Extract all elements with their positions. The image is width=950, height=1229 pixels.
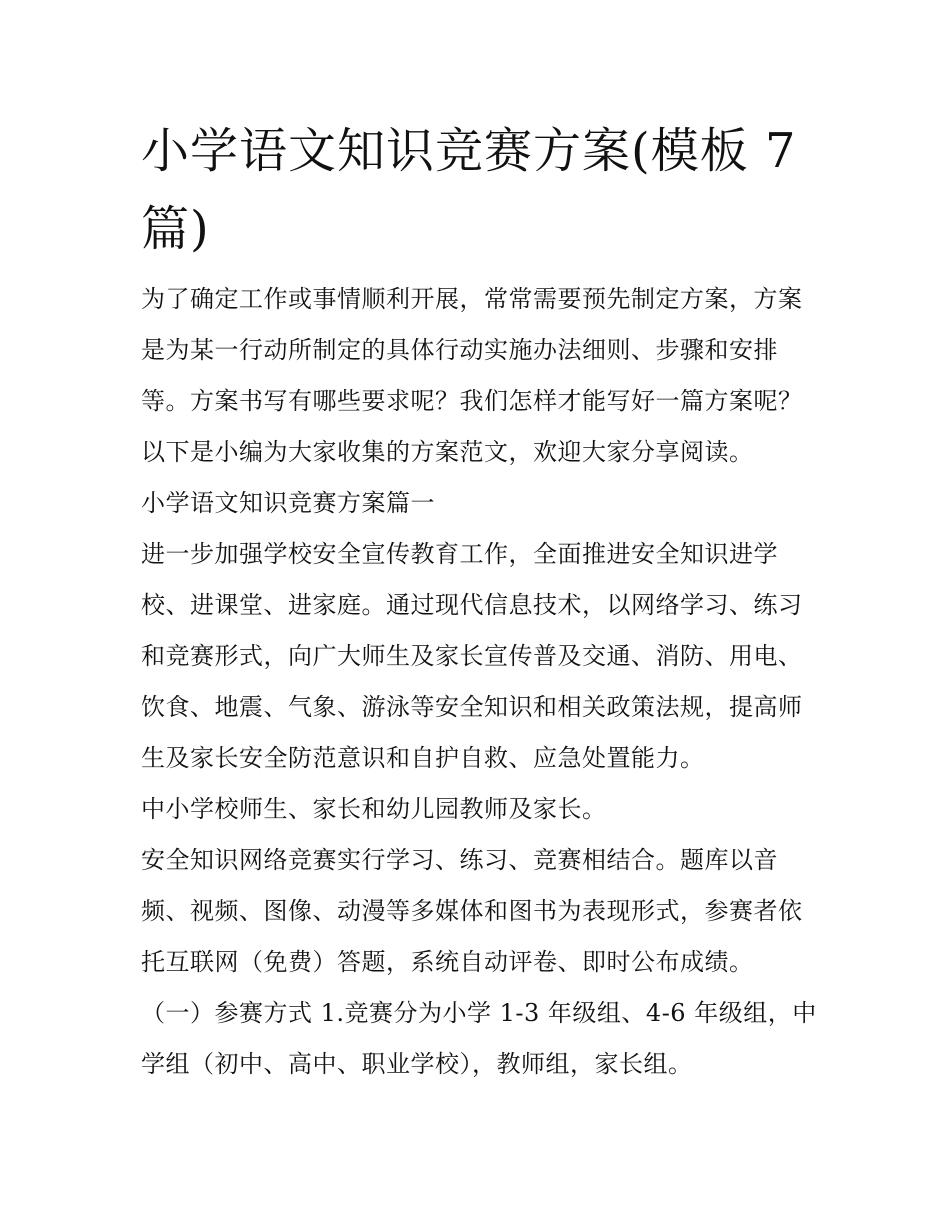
intro-paragraph: 为了确定工作或事情顺利开展，常常需要预先制定方案，方案是为某一行动所制定的具体行动实施办法细则、步骤和安排等。方案书写有哪些要求呢？我们怎样才能写好一篇方案呢？以下是小编为大家收集的方案范文，欢迎大家分享阅读。 xyxy=(141,285,803,466)
participants-paragraph: 中小学校师生、家长和幼儿园教师及家长。 xyxy=(141,795,607,823)
method-paragraph: （一）参赛方式 1.竞赛分为小学 1-3 年级组、4-6 年级组，中学组（初中、高中、职业学校），教师组，家长组。 xyxy=(141,999,817,1078)
document-body xyxy=(141,274,821,1090)
document-title: 小学语文知识竞赛方案(模板 7 篇) xyxy=(141,123,797,257)
format-paragraph: 安全知识网络竞赛实行学习、练习、竞赛相结合。题库以音频、视频、图像、动漫等多媒体和图书为表现形式，参赛者依托互联网（免费）答题，系统自动评卷、即时公布成绩。 xyxy=(141,846,803,976)
section-heading: 小学语文知识竞赛方案篇一 xyxy=(141,489,435,517)
purpose-paragraph: 进一步加强学校安全宣传教育工作，全面推进安全知识进学校、进课堂、进家庭。通过现代信息技术，以网络学习、练习和竞赛形式，向广大师生及家长宣传普及交通、消防、用电、饮食、地震、气象、游泳等安全知识和相关政策法规，提高师生及家长安全防范意识和自护自救、应急处置能力。 xyxy=(141,540,803,772)
